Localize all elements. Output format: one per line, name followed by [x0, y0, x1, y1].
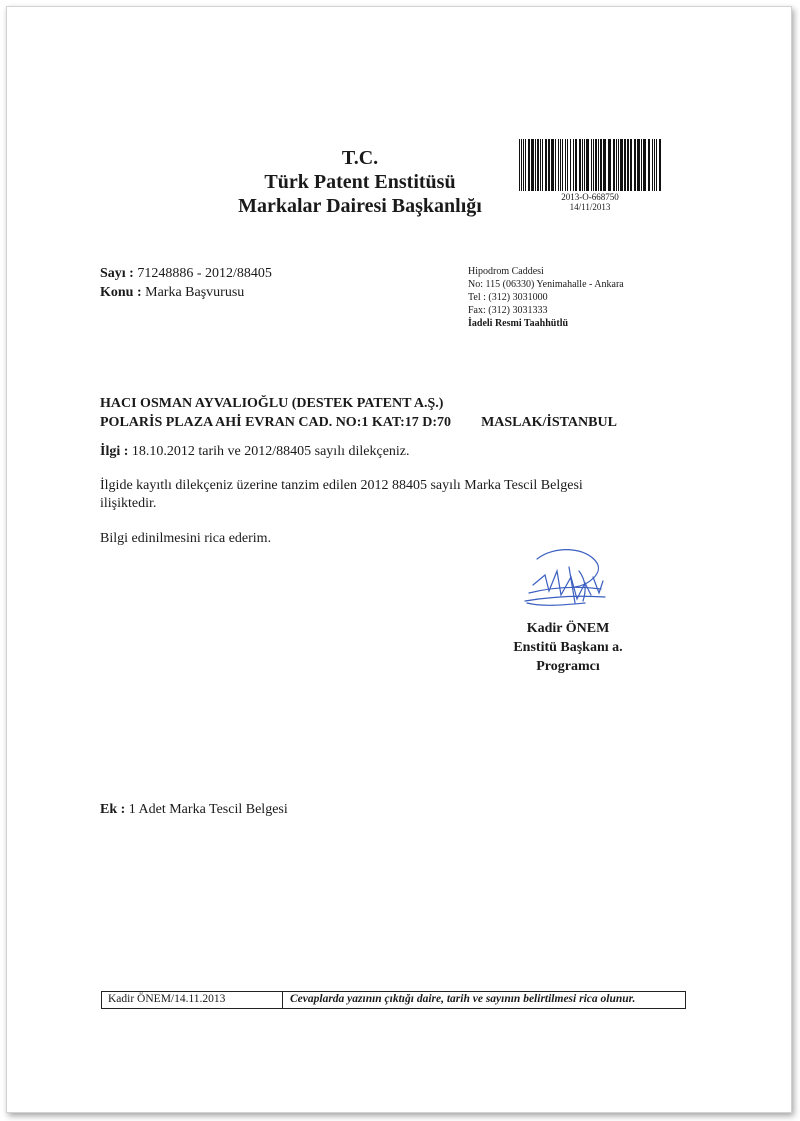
sayi-value: 71248886 - 2012/88405 [137, 266, 272, 281]
barcode-bar [551, 139, 554, 191]
recipient-city: MASLAK/İSTANBUL [481, 415, 617, 430]
barcode-bar [535, 139, 536, 191]
barcode-bar [586, 139, 589, 191]
barcode-bar [637, 139, 640, 191]
signatory-role: Programcı [536, 659, 600, 674]
barcode-bar [525, 139, 526, 191]
barcode-bar [595, 139, 597, 191]
header-department: Markalar Dairesi Başkanlığı [238, 195, 482, 217]
barcode-bar [560, 139, 561, 191]
attachment-label: Ek : [100, 802, 126, 817]
barcode-bar [608, 139, 611, 191]
barcode-bar [542, 139, 543, 191]
signature-block [498, 619, 638, 676]
sayi-line [100, 266, 272, 282]
barcode-bar [654, 139, 655, 191]
barcode-bar [618, 139, 619, 191]
ilgi-line [100, 444, 410, 460]
barcode-bar [523, 139, 524, 191]
barcode-bar [630, 139, 632, 191]
barcode-bar [531, 139, 534, 191]
barcode-bar [591, 139, 592, 191]
header-institute: Türk Patent Enstitüsü [264, 171, 456, 193]
barcode-bar [570, 139, 571, 191]
konu-label: Konu : [100, 285, 142, 300]
mail-type: İadeli Resmi Taahhütlü [468, 318, 569, 329]
konu-line [100, 285, 244, 301]
barcode-bar [643, 139, 646, 191]
barcode-bar [613, 139, 615, 191]
header-tc: T.C. [341, 147, 379, 169]
barcode-bar [593, 139, 594, 191]
paragraph-1-line-1: İlgide kayıtlı dilekçeniz üzerine tanzim edilen 2012 88405 sayılı Marka Tescil Belgesi [100, 478, 583, 493]
barcode [517, 139, 663, 191]
barcode-bar [641, 139, 642, 191]
address-fax: Fax: (312) 3031333 [468, 305, 548, 316]
konu-value: Marka Başvurusu [145, 285, 245, 300]
barcode-bar [521, 139, 522, 191]
ilgi-value: 18.10.2012 tarih ve 2012/88405 sayılı dilekçeniz. [131, 444, 410, 459]
attachment-line [100, 802, 288, 818]
barcode-bar [528, 139, 530, 191]
address-line2: No: 115 (06330) Yenimahalle - Ankara [468, 279, 624, 290]
barcode-bar [540, 139, 541, 191]
barcode-bar [562, 139, 563, 191]
recipient-name: HACI OSMAN AYVALIOĞLU (DESTEK PATENT A.Ş.) [100, 396, 444, 411]
barcode-bar [648, 139, 650, 191]
ilgi-label: İlgi : [100, 444, 129, 459]
recipient-block [100, 394, 617, 432]
barcode-bar [575, 139, 577, 191]
barcode-bar [558, 139, 559, 191]
paragraph-2: Bilgi edinilmesini rica ederim. [100, 531, 272, 546]
footer-author-date: Kadir ÖNEM/14.11.2013 [108, 993, 226, 1005]
barcode-bar [659, 139, 661, 191]
sender-address [468, 265, 624, 330]
barcode-bar [555, 139, 556, 191]
barcode-bar [603, 139, 606, 191]
barcode-bar [519, 139, 520, 191]
signatory-title: Enstitü Başkanı a. [513, 640, 623, 655]
barcode-date: 14/11/2013 [569, 202, 611, 212]
barcode-bar [565, 139, 566, 191]
attachment-value: 1 Adet Marka Tescil Belgesi [128, 802, 288, 817]
barcode-bar [584, 139, 585, 191]
barcode-bar [620, 139, 623, 191]
barcode-bar [656, 139, 657, 191]
paragraph-1-line-2: ilişiktedir. [100, 496, 157, 511]
footer-divider [282, 992, 283, 1008]
barcode-bar [616, 139, 617, 191]
barcode-bar [567, 139, 568, 191]
barcode-bar [573, 139, 574, 191]
barcode-bar [634, 139, 636, 191]
recipient-address: POLARİS PLAZA AHİ EVRAN CAD. NO:1 KAT:17 D:70 [100, 415, 452, 430]
footer-note: Cevaplarda yazının çıktığı daire, tarih ve sayının belirtilmesi rica olunur. [290, 993, 636, 1005]
signatory-name: Kadir ÖNEM [526, 621, 610, 636]
barcode-bar [600, 139, 602, 191]
barcode-bar [537, 139, 539, 191]
barcode-bar [627, 139, 629, 191]
address-street: Hipodrom Caddesi [468, 266, 544, 277]
barcode-bar [545, 139, 547, 191]
letterhead [225, 146, 495, 218]
address-tel: Tel : (312) 3031000 [468, 292, 548, 303]
signature-scribble [515, 545, 615, 615]
barcode-bar [652, 139, 653, 191]
barcode-bar [548, 139, 550, 191]
barcode-bar [579, 139, 581, 191]
recipient-address-line [100, 413, 617, 432]
footer-box [101, 991, 686, 1009]
sayi-label: Sayı : [100, 266, 134, 281]
barcode-bar [624, 139, 626, 191]
barcode-bar [598, 139, 599, 191]
barcode-bar [582, 139, 583, 191]
barcode-number: 2013-O-668750 [561, 192, 619, 202]
